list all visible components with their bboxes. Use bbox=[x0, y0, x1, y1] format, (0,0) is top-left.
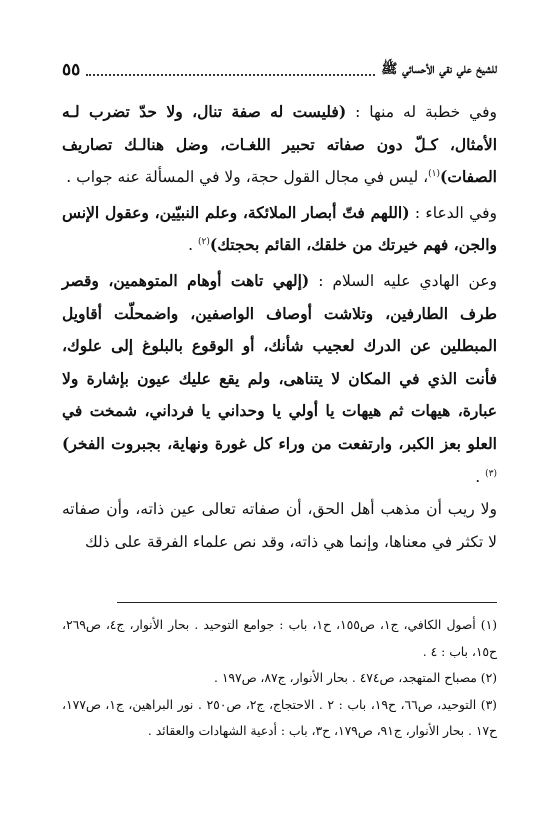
main-text bbox=[62, 96, 497, 558]
page-number: ٥٥ bbox=[62, 60, 81, 80]
paragraph-2-quote: (اللهم فتّ أبصار الملائكة، وعلم النبيّين، وعقول الإنس والجن، فهم خيرتك من خلقك، القائم بحجتك) bbox=[62, 202, 497, 255]
paragraph-1-rest: ، ليس في مجال القول حجة، ولا في المسألة عنه جواب . bbox=[66, 168, 429, 187]
footnote-ref-2[interactable]: (٢) bbox=[198, 237, 210, 248]
paragraph-2 bbox=[62, 197, 497, 262]
footnote-1: (١) أصول الكافي، ج١، ص١٥٥، ح١، باب : جوامع التوحيد . بحار الأنوار، ج٤، ص٢٦٩، ح١٥، باب : ٤ . bbox=[62, 618, 497, 659]
footnote-divider bbox=[117, 602, 497, 603]
paragraph-3-quote: (إلهي تاهت أوهام المتوهمين، وقصر طرف الطارفين، وتلاشت أوصاف الواصفين، واضمحلّت أقاويل المبطلين عن الدرك لعجيب شأنك، أو الوقوع بالبلوغ إلى علوك، فأنت الذي في المكان لا يتناهى، ولم يقع عليك عيون بإشارة ولا عبارة، هيهات ثم هيهات يا أولي يا وحداني يا فرداني، شمخت في العلو بعز الكبر، وارتفعت من وراء كل غورة ونهاية، بجبروت الفخر) bbox=[62, 270, 497, 453]
paragraph-3-intro: وعن الهادي عليه السلام : bbox=[309, 271, 497, 290]
paragraph-3-rest: . bbox=[475, 467, 486, 486]
footnote-ref-3[interactable]: (٣) bbox=[485, 468, 497, 479]
paragraph-3 bbox=[62, 265, 497, 493]
paragraph-1-quote: (فليست له صفة تنال، ولا حدّ تضرب لـه الأمثال، كـلّ دون صفاته تحبير اللغـات، وضل هنالـك تصاريف الصفات) bbox=[62, 102, 497, 187]
paragraph-2-rest: . bbox=[188, 236, 199, 255]
footnote-2: (٢) مصباح المتهجد، ص٤٧٤ . بحار الأنوار، ج٨٧، ص١٩٧ . bbox=[214, 671, 497, 685]
footnote-3: (٣) التوحيد، ص٦٦، ح١٩، باب : ٢ . الاحتجاج، ج٢، ص٢٥٠ . نور البراهين، ج١، ص١٧٧، ح١٧ . بحار الأنوار، ج٩١، ص١٧٩، ح٣، باب : أدعية الشهادات والعقائد . bbox=[62, 697, 497, 738]
paragraph-1 bbox=[62, 96, 497, 194]
footnote-ref-1[interactable]: (١) bbox=[428, 169, 441, 180]
paragraph-2-intro: وفي الدعاء : bbox=[409, 203, 497, 222]
paragraph-1-intro: وفي خطبة له منها : bbox=[346, 103, 497, 121]
paragraph-4: ولا ريب أن مذهب أهل الحق، أن صفاته تعالى عين ذاته، وأن صفاته لا تكثر في معناها، وإنما هي ذاته، وقد نص علماء الفرقة على ذلك bbox=[62, 500, 497, 551]
running-header-title: للشيخ علي نقي الأحسائي ﷺ bbox=[381, 61, 497, 77]
footnotes bbox=[62, 612, 497, 745]
running-header bbox=[62, 58, 497, 82]
header-dotted-leader bbox=[86, 65, 375, 76]
